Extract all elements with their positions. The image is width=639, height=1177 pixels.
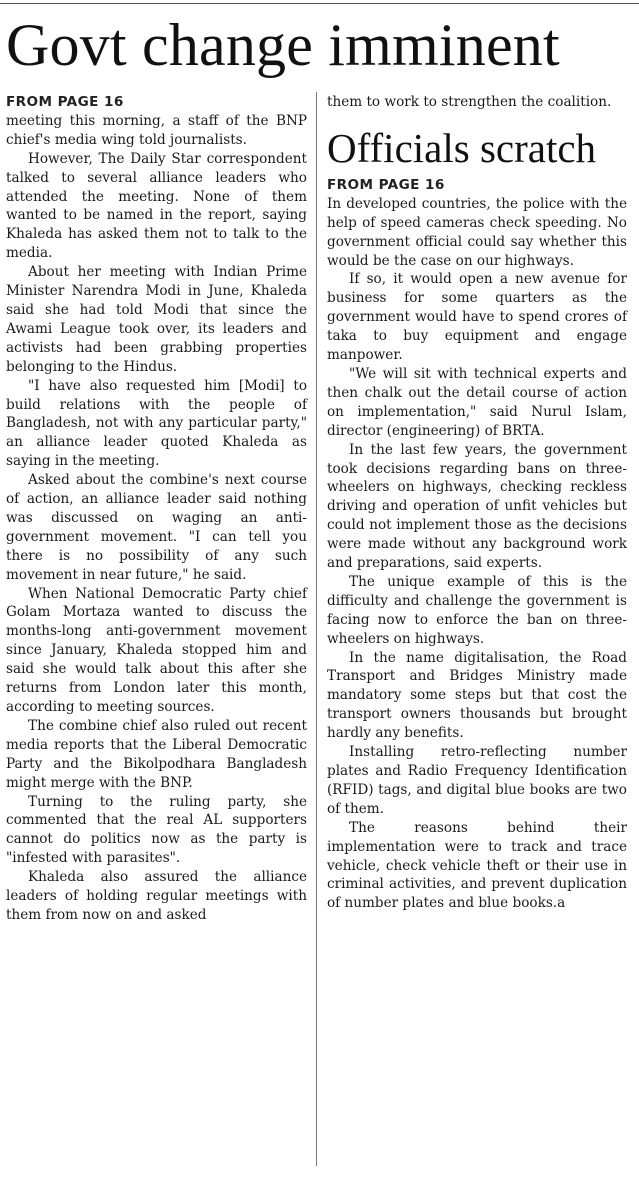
paragraph: In developed countries, the police with the help of speed cameras check speeding. No government official could say whether this would be the case on our highways.: [327, 195, 627, 269]
paragraph: If so, it would open a new avenue for business for some quarters as the government would have to spend crores of taka to buy equipment and engage manpower.: [327, 271, 627, 364]
paragraph: Installing retro-reflecting number plates and Radio Frequency Identification (RFID) tags, and digital blue books are two of them.: [327, 744, 627, 817]
left-column: [6, 93, 307, 925]
paragraph: "I have also requested him [Modi] to build relations with the people of Bangladesh, not with any particular party," an alliance leader quoted Khaleda as saying in the meeting.: [6, 377, 307, 470]
continuation-text: them to work to strengthen the coalition.: [327, 94, 612, 110]
paragraph: Turning to the ruling party, she commented that the real AL supporters cannot do politics now as the party is "infested with parasites".: [6, 793, 307, 867]
subheadline: Officials scratch: [327, 124, 597, 171]
right-column: [327, 93, 627, 913]
paragraph: In the name digitalisation, the Road Transport and Bridges Ministry made mandatory some steps but that cost the transport owners thousands but brought hardly any benefits.: [327, 649, 627, 742]
paragraph: "We will sit with technical experts and then chalk out the detail course of action on implementation," said Nurul Islam, director (engineering) of BRTA.: [327, 365, 627, 439]
paragraph: In the last few years, the government took decisions regarding bans on three-wheelers on highways, checking reckless driving and operation of unfit vehicles but could not implement those as the decisions were made without any background work and preparations, said experts.: [327, 441, 627, 572]
kicker-from-page: FROM PAGE 16: [6, 94, 124, 110]
column-divider: [316, 92, 317, 1166]
paragraph: The unique example of this is the difficulty and challenge the government is facing now to enforce the ban on three-wheelers on highways.: [327, 573, 627, 647]
paragraph: When National Democratic Party chief Golam Mortaza wanted to discuss the months-long anti-government movement since January, Khaleda stopped him and said she would talk about this after she returns from London later this month, according to meeting sources.: [6, 585, 307, 715]
headline: Govt change imminent: [6, 12, 560, 78]
paragraph: The combine chief also ruled out recent media reports that the Liberal Democratic Party and the Bikolpodhara Bangladesh might merge with the BNP.: [6, 717, 307, 791]
paragraph: The reasons behind their implementation were to track and trace vehicle, check vehicle theft or their use in criminal activities, and prevent duplication of number plates and blue books.a: [327, 819, 627, 912]
paragraph: Asked about the combine's next course of action, an alliance leader said nothing was discussed on waging an anti-government movement. "I can tell you there is no possibility of any such movement in near future," he said.: [6, 472, 307, 583]
paragraph: meeting this morning, a staff of the BNP chief's media wing told journalists.: [6, 112, 307, 148]
kicker-from-page: FROM PAGE 16: [327, 176, 445, 193]
paragraph: About her meeting with Indian Prime Minister Narendra Modi in June, Khaleda said she had told Modi that since the Awami League took over, its leaders and activists had been grabbing properties belonging to the Hindus.: [6, 264, 307, 375]
paragraph: Khaleda also assured the alliance leaders of holding regular meetings with them from now on and asked: [6, 869, 307, 923]
top-rule: [0, 3, 639, 4]
paragraph: However, The Daily Star correspondent talked to several alliance leaders who attended the meeting. None of them wanted to be named in the report, saying Khaleda has asked them not to talk to the media.: [6, 150, 307, 262]
